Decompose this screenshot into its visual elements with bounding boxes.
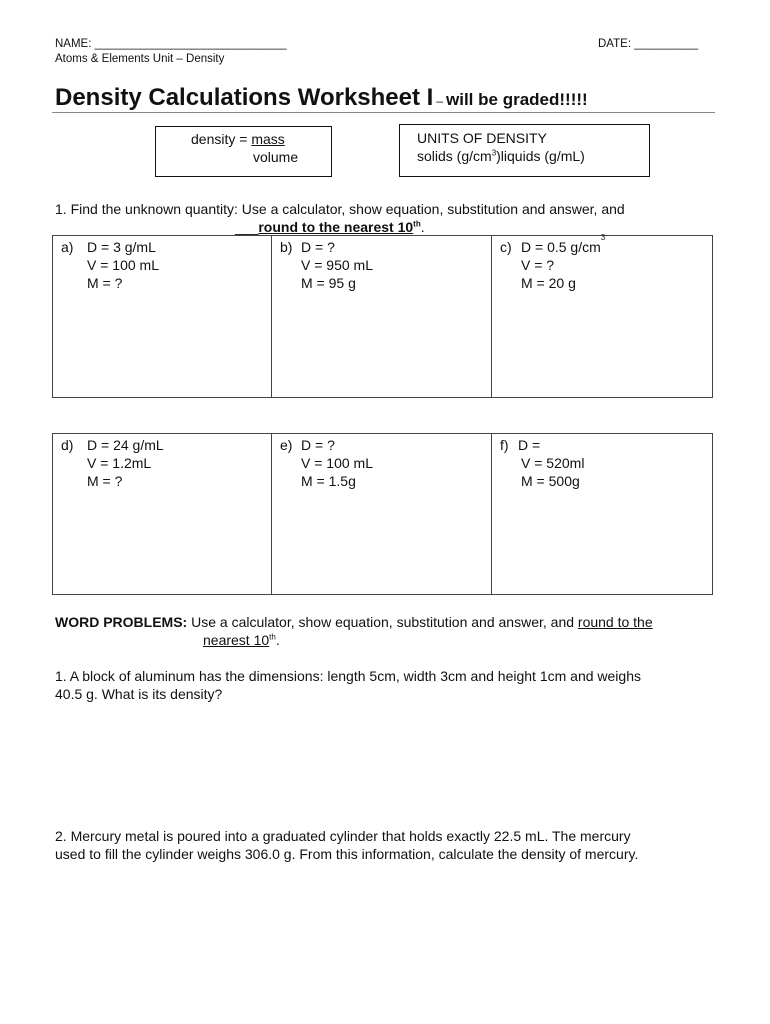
problem-line: V = 520ml	[521, 455, 585, 471]
problem-line: D =	[518, 437, 541, 453]
problems-grid-row1	[52, 235, 713, 398]
formula-lhs: density =	[191, 131, 252, 147]
problem-line: V = ?	[521, 257, 555, 273]
formula-numerator: mass	[251, 131, 285, 147]
section1-instruction: 1. Find the unknown quantity: Use a calculator, show equation, substitution and answer, and	[55, 201, 625, 217]
problem-cell-d	[53, 434, 272, 594]
name-field-label: NAME: ______________________________	[55, 38, 287, 50]
units-solids: solids (g/cm	[417, 148, 492, 164]
problem-letter: d)	[61, 437, 74, 453]
problem-line: V = 950 mL	[301, 257, 373, 273]
problem-line: M = ?	[87, 473, 123, 489]
problem-line: M = ?	[87, 275, 123, 291]
word-problems-sup: th	[269, 632, 276, 642]
page-title	[55, 84, 588, 112]
problems-grid-row2	[52, 433, 713, 595]
section1-round-line	[235, 218, 425, 236]
word-problems-end: .	[275, 632, 280, 648]
units-liquids: )liquids (g/mL)	[496, 148, 585, 164]
units-line	[417, 147, 585, 165]
problem-line: V = 100 mL	[87, 257, 159, 273]
question-1-line-2: 40.5 g. What is its density?	[55, 686, 223, 702]
word-problems-instruction	[55, 613, 653, 631]
problem-line: M = 20 g	[521, 275, 576, 291]
problem-cell-a	[53, 236, 272, 397]
problem-line: D = 24 g/mL	[87, 437, 164, 453]
question-2-line-2: used to fill the cylinder weighs 306.0 g. From this information, calculate the density of mercury.	[55, 846, 639, 862]
problem-letter: b)	[280, 239, 293, 255]
problem-line: M = 1.5g	[301, 473, 356, 489]
date-field-label: DATE: __________	[598, 38, 699, 50]
problem-cell-e	[272, 434, 492, 594]
problem-line: D = 0.5 g/cm	[521, 239, 601, 255]
word-problems-round: round to the	[577, 614, 653, 630]
formula-numerator-line	[191, 130, 285, 148]
problem-line: D = ?	[301, 437, 335, 453]
title-suffix: will be graded!!!!!	[446, 90, 588, 109]
problem-line: M = 95 g	[301, 275, 356, 291]
units-sup: 3	[491, 148, 497, 158]
title-main: Density Calculations Worksheet I	[55, 84, 434, 111]
title-dash: –	[436, 94, 444, 108]
problem-letter: c)	[500, 239, 512, 255]
word-problems-round-line	[203, 631, 280, 649]
problem-line: V = 100 mL	[301, 455, 373, 471]
problem-sup: 3	[600, 233, 606, 242]
round-blank: ___	[235, 219, 259, 235]
question-2-line-1: 2. Mercury metal is poured into a graduated cylinder that holds exactly 22.5 mL. The mercury	[55, 828, 631, 844]
unit-label: Atoms & Elements Unit – Density	[55, 53, 225, 65]
problem-letter: f)	[500, 437, 509, 453]
problem-line: M = 500g	[521, 473, 580, 489]
units-of-density-box	[399, 124, 650, 177]
round-sup: th	[413, 219, 421, 229]
word-problems-round-2: nearest 10	[203, 632, 270, 648]
question-1-line-1: 1. A block of aluminum has the dimensions: length 5cm, width 3cm and height 1cm and weighs	[55, 668, 641, 684]
title-rule	[52, 112, 715, 113]
problem-cell-f	[492, 434, 710, 594]
units-heading: UNITS OF DENSITY	[417, 130, 547, 146]
round-text: round to the nearest 10	[258, 219, 414, 235]
density-formula-box	[155, 126, 332, 177]
problem-cell-b	[272, 236, 492, 397]
problem-letter: a)	[61, 239, 74, 255]
round-end: .	[420, 219, 425, 235]
problem-letter: e)	[280, 437, 293, 453]
problem-line: V = 1.2mL	[87, 455, 152, 471]
problem-line: D = 3 g/mL	[87, 239, 156, 255]
word-problems-text: Use a calculator, show equation, substitution and answer, and	[187, 614, 578, 630]
problem-cell-c	[492, 233, 710, 397]
word-problems-label: WORD PROBLEMS:	[55, 614, 188, 630]
problem-line: D = ?	[301, 239, 335, 255]
formula-denominator: volume	[253, 149, 299, 165]
